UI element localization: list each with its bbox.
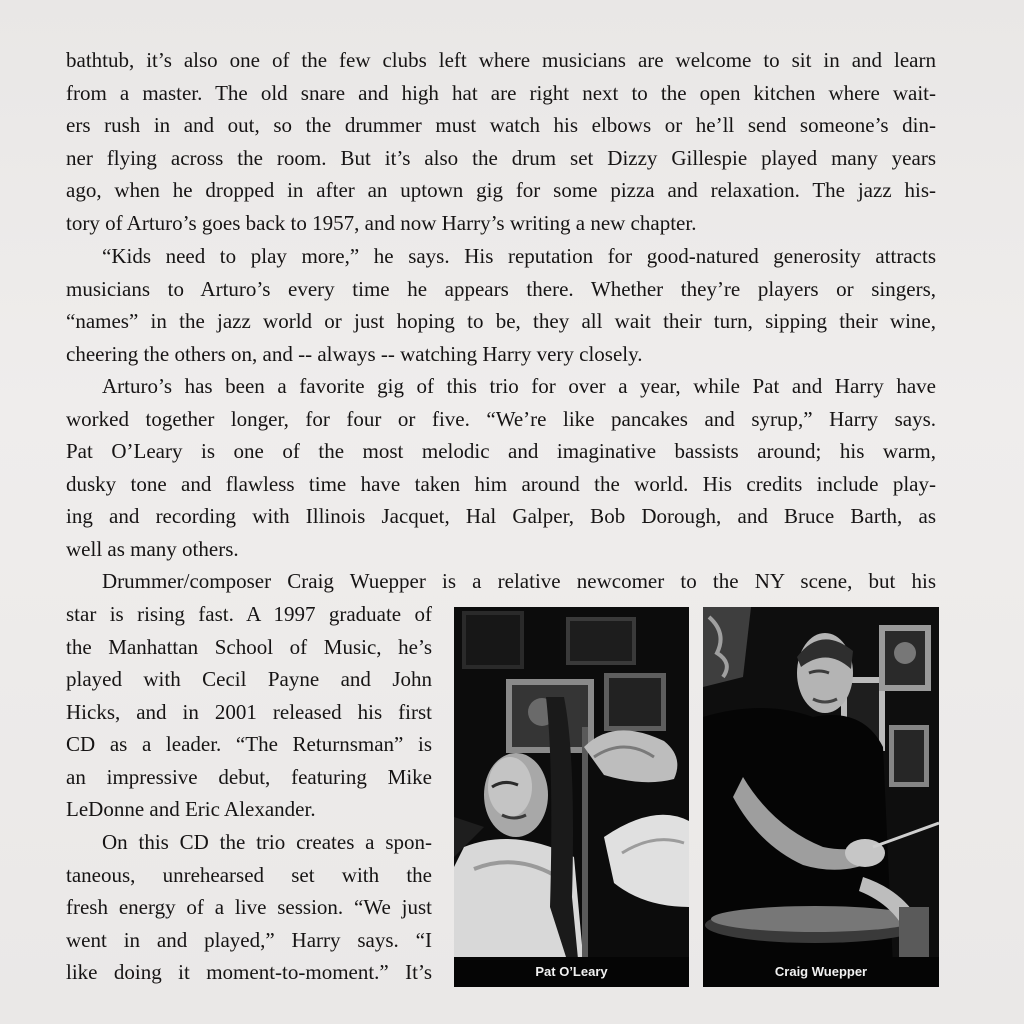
text-line: the Manhattan School of Music, he’s [66,634,432,659]
text-line: Arturo’s has been a favorite gig of this trio for over a year, while Pat and Harry have [102,374,936,398]
text-line: Drummer/composer Craig Wuepper is a relative newcomer to the NY scene, but his [102,569,936,593]
photo-caption: Craig Wuepper [703,957,939,987]
text-line: tory of Arturo’s goes back to 1957, and now Harry’s writing a new chapter. [66,210,697,235]
drummer-photo-illustration [703,607,939,987]
paragraph-arturos-history [66,44,936,239]
paragraph-pat-oleary [66,370,936,565]
text-line: ing and recording with Illinois Jacquet, Hal Galper, Bob Dorough, and Bruce Barth, as [66,504,936,528]
text-line: musicians to Arturo’s every time he appears there. Whether they’re players or singers, [66,276,936,301]
text-line: LeDonne and Eric Alexander. [66,797,316,821]
photo-craig-wuepper [703,607,939,987]
text-line: worked together longer, for four or five. “We’re like pancakes and syrup,” Harry says. [66,406,936,431]
text-line: Hicks, and in 2001 released his first [66,699,432,724]
text-line: On this CD the trio creates a spon- [102,830,432,854]
photo-pat-oleary [454,607,689,987]
text-line: “Kids need to play more,” he says. His reputation for good-natured generosity attracts [102,244,936,268]
text-line: Pat O’Leary is one of the most melodic and imaginative bassists around; his warm, [66,439,936,463]
paragraph-kids-need-to-play [66,240,936,370]
text-line: an impressive debut, featuring Mike [66,764,432,789]
text-line: dusky tone and flawless time have taken him around the world. His credits include play- [66,471,936,496]
text-line: played with Cecil Payne and John [66,667,432,691]
text-line: went in and played,” Harry says. “I [66,927,432,952]
bassist-photo-illustration [454,607,689,987]
text-line: well as many others. [66,536,239,561]
paragraph-spontaneous-set [66,826,432,989]
text-line: CD as a leader. “The Returnsman” is [66,732,432,756]
paragraph-craig-wuepper-credits [66,598,432,826]
photo-caption: Pat O’Leary [454,957,689,987]
text-line: taneous, unrehearsed set with the [66,862,432,887]
text-line: star is rising fast. A 1997 graduate of [66,602,432,626]
text-line: cheering the others on, and -- always -- watching Harry very closely. [66,341,643,366]
text-line: “names” in the jazz world or just hoping to be, they all wait their turn, sipping their wine, [66,309,936,333]
text-line: ers rush in and out, so the drummer must watch his elbows or he’ll send someone’s din- [66,113,936,137]
text-line: bathtub, it’s also one of the few clubs left where musicians are welcome to sit in and learn [66,48,936,72]
text-line: from a master. The old snare and high hat are right next to the open kitchen where wait- [66,80,936,105]
text-line: fresh energy of a live session. “We just [66,895,432,919]
text-line: ago, when he dropped in after an uptown gig for some pizza and relaxation. The jazz his- [66,178,936,202]
text-line: ner flying across the room. But it’s also the drum set Dizzy Gillespie played many years [66,145,936,170]
text-line: like doing it moment-to-moment.” It’s [66,960,432,984]
paragraph-craig-wuepper-intro [66,565,936,598]
